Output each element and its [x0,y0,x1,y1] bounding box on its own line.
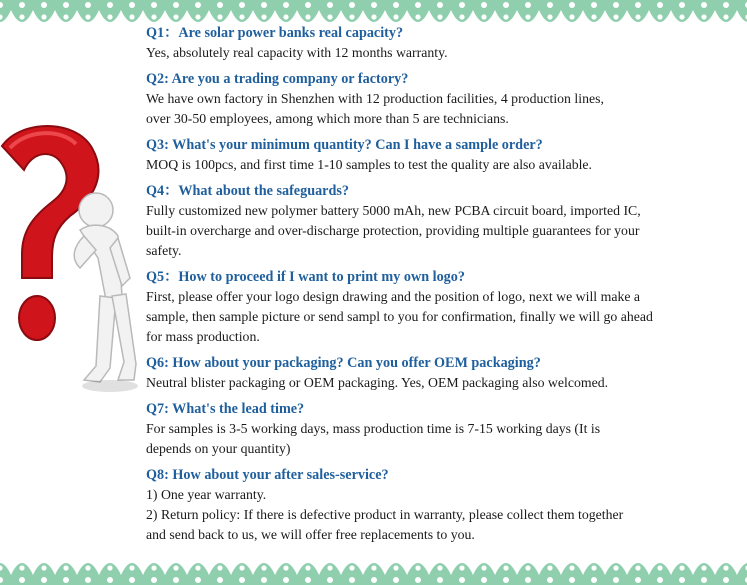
faq-answer-line: safety. [146,243,182,258]
faq-answer-line: and send back to us, we will offer free replacements to you. [146,527,475,542]
faq-answer-line: We have own factory in Shenzhen with 12 production facilities, 4 production lines, [146,91,604,106]
faq-answer-line: Fully customized new polymer battery 5000 mAh, new PCBA circuit board, imported IC, [146,203,641,218]
faq-answer-line: Neutral blister packaging or OEM packaging. Yes, OEM packaging also welcomed. [146,375,609,390]
faq-answer-line: 1) One year warranty. [146,487,267,502]
faq-question: Q3: What's your minimum quantity? Can I have a sample order? [146,137,543,153]
faq-answer-line: built-in overcharge and over-discharge protection, providing multiple guarantees for your [146,223,640,238]
person-figure-icon [74,193,136,382]
faq-answer [146,287,742,347]
question-mark-person-illustration [0,118,140,403]
faq-item-q6 [146,354,742,393]
faq-answer-line: 2) Return policy: If there is defective product in warranty, please collect them together [146,507,624,522]
faq-answer-line: depends on your quantity) [146,441,291,456]
faq-question: Q8: How about your after sales-service? [146,467,389,483]
faq-answer-line: for mass production. [146,329,260,344]
faq-answer [146,419,742,459]
faq-item-q2 [146,70,742,129]
faq-list [146,24,742,552]
faq-answer-line: Yes, absolutely real capacity with 12 months warranty. [146,45,448,60]
faq-answer-line: For samples is 3-5 working days, mass production time is 7-15 working days (It is [146,421,601,436]
faq-answer-line: sample, then sample picture or send sampl to you for confirmation, finally we will go ahead [146,309,653,324]
faq-question: Q6: How about your packaging? Can you offer OEM packaging? [146,355,541,371]
faq-item-q5 [146,268,742,347]
faq-question: Q1：Are solar power banks real capacity? [146,25,404,41]
faq-answer [146,485,742,545]
faq-answer [146,373,742,393]
faq-answer [146,43,742,63]
faq-answer [146,155,742,175]
faq-item-q3 [146,136,742,175]
faq-answer [146,89,742,129]
faq-item-q4 [146,182,742,261]
faq-item-q8 [146,466,742,545]
faq-question: Q7: What's the lead time? [146,401,305,417]
faq-answer-line: First, please offer your logo design drawing and the position of logo, next we will make a [146,289,641,304]
faq-question: Q4：What about the safeguards? [146,183,349,199]
faq-question: Q5：How to proceed if I want to print my own logo? [146,269,465,285]
question-mark-dot-icon [19,296,55,340]
faq-answer-line: MOQ is 100pcs, and first time 1-10 samples to test the quality are also available. [146,157,593,172]
faq-answer [146,201,742,261]
faq-question: Q2: Are you a trading company or factory? [146,71,409,87]
faq-answer-line: over 30-50 employees, among which more than 5 are technicians. [146,111,509,126]
faq-item-q7 [146,400,742,459]
faq-item-q1 [146,24,742,63]
